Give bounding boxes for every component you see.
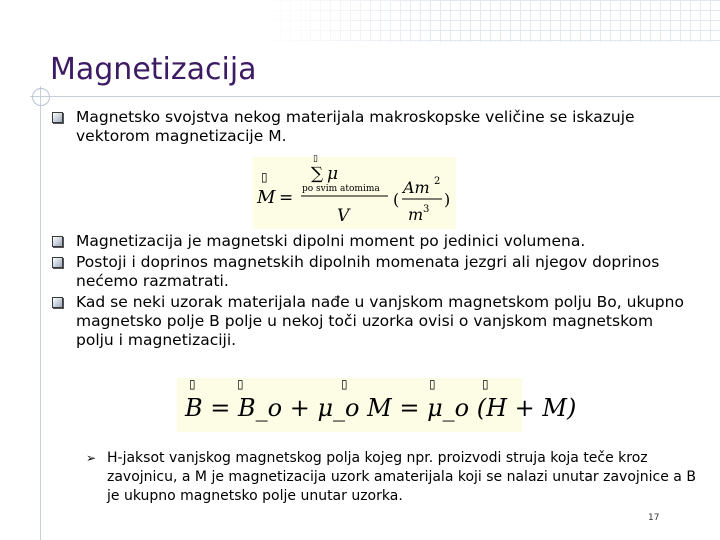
checkbox-bullet-icon bbox=[52, 257, 63, 268]
magnetic-field-equation: B = B_o + μ_o M = μ_o (H + M) bbox=[185, 394, 577, 422]
unit-paren-open: ( bbox=[393, 190, 400, 209]
checkbox-bullet-icon bbox=[52, 236, 63, 247]
magnetization-formula bbox=[253, 154, 456, 229]
guide-circle bbox=[32, 88, 50, 106]
bullet-item bbox=[52, 253, 692, 291]
sum-symbol: ∑ bbox=[311, 164, 324, 184]
vector-arrow-glyph: ▯ bbox=[189, 377, 196, 391]
guide-line-vertical bbox=[40, 86, 41, 540]
guide-line-horizontal bbox=[30, 96, 720, 97]
vector-arrow-glyph: ▯ bbox=[482, 377, 489, 391]
unit-numerator-exponent: 2 bbox=[434, 176, 441, 187]
bullet-text: Postoji i doprinos magnetskih dipolnih momenata jezgri ali njegov doprinos nećemo razmatrati. bbox=[76, 253, 660, 290]
magnetic-field-formula-svg bbox=[177, 377, 577, 432]
unit-denominator: m bbox=[408, 205, 424, 224]
vector-arrow-glyph: ▯ bbox=[261, 170, 268, 184]
vector-arrow-glyph: ▯ bbox=[341, 377, 348, 391]
bullet-item bbox=[52, 293, 692, 350]
unit-paren-close: ) bbox=[444, 190, 451, 209]
vector-arrow-glyph: ▯ bbox=[429, 377, 436, 391]
slide-title: Magnetizacija bbox=[50, 52, 257, 87]
bullet-item bbox=[52, 232, 692, 251]
fraction-denominator: V bbox=[337, 206, 350, 226]
magnetization-formula-svg bbox=[253, 154, 456, 229]
bullet-item bbox=[52, 108, 692, 146]
arrowhead-bullet-icon: ➢ bbox=[86, 451, 97, 465]
checkbox-bullet-icon bbox=[52, 112, 63, 123]
bullet-text: Magnetsko svojstva nekog materijala makroskopske veličine se iskazuje vektorom magnetizacije M. bbox=[76, 108, 635, 145]
magnetic-field-formula bbox=[177, 377, 577, 432]
sum-range-label: po svim atomima bbox=[302, 184, 380, 194]
formula-equals: = bbox=[279, 188, 294, 208]
bullet-text: Kad se neki uzorak materijala nađe u vanjskom magnetskom polju Bo, ukupno magnetsko polje B polje u nekoj toči uzorka ovisi o vanjskom magnetskom polju i magnetizaciji. bbox=[76, 293, 684, 349]
mu-symbol: μ bbox=[327, 164, 339, 184]
sub-bullet-text: H-jaksot vanjskog magnetskog polja kojeg npr. proizvodi struja koja teče kroz zavojnicu, a M je magnetizacija uzork amaterijala koji se nalazi unutar zavojnice a B je ukupno magnetsko polje unutar uzorka. bbox=[107, 450, 696, 504]
unit-denominator-exponent: 3 bbox=[423, 204, 430, 215]
unit-numerator: Am bbox=[403, 178, 430, 197]
page-number: 17 bbox=[648, 513, 660, 523]
bullet-text: Magnetizacija je magnetski dipolni moment po jedinici volumena. bbox=[76, 232, 586, 250]
decorative-grid-fade bbox=[260, 0, 720, 42]
vector-arrow-glyph: ▯ bbox=[237, 377, 244, 391]
vector-arrow-glyph: ▯ bbox=[313, 154, 318, 164]
formula-lhs: M bbox=[257, 187, 276, 208]
checkbox-bullet-icon bbox=[52, 297, 63, 308]
